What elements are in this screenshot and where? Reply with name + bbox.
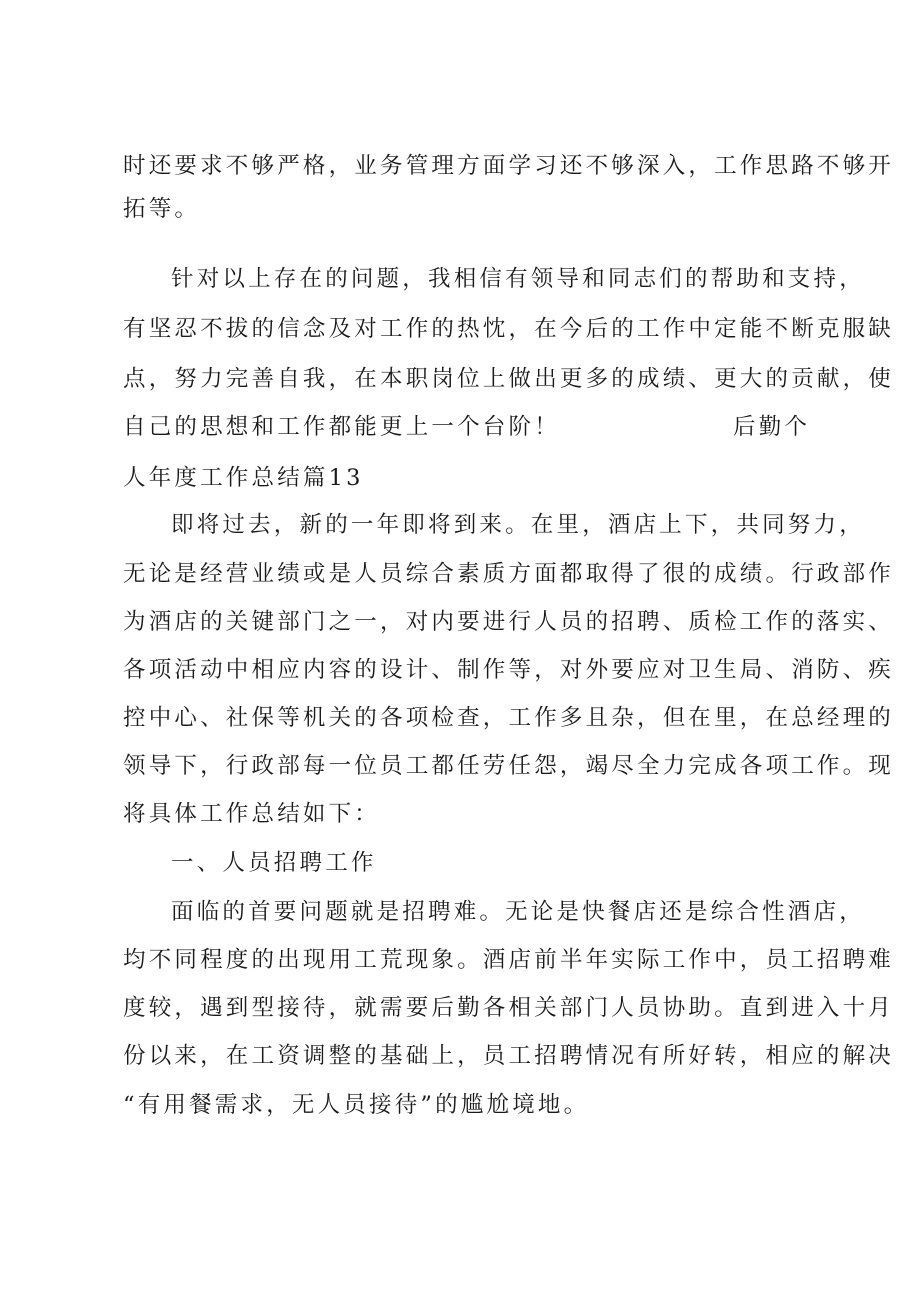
text-line: 将具体工作总结如下： xyxy=(123,801,381,827)
paragraph-first-line: 针对以上存在的问题，我相信有领导和同志们的帮助和支持， xyxy=(171,266,865,292)
text-line: 时还要求不够严格，业务管理方面学习还不够深入，工作思路不够开 xyxy=(123,153,895,179)
text-line: 拓等。 xyxy=(123,196,201,222)
paragraph-first-line: 面临的首要问题就是招聘难。无论是快餐店还是综合性酒店， xyxy=(171,899,865,925)
text-line: 均不同程度的出现用工荒现象。酒店前半年实际工作中，员工招聘难 xyxy=(123,947,895,973)
text-line: 点，努力完善自我，在本职岗位上做出更多的成绩、更大的贡献，使 xyxy=(123,366,895,392)
text-line: 份以来，在工资调整的基础上，员工招聘情况有所好转，相应的解决 xyxy=(123,1043,895,1069)
text-line: 为酒店的关键部门之一，对内要进行人员的招聘、质检工作的落实、 xyxy=(123,609,895,635)
text-line xyxy=(123,410,811,444)
text-line: 领导下，行政部每一位员工都任劳任怨，竭尽全力完成各项工作。现 xyxy=(123,753,895,779)
text-line: 有坚忍不拔的信念及对工作的热忱，在今后的工作中定能不断克服缺 xyxy=(123,316,895,342)
text-line: 度较，遇到型接待，就需要后勤各相关部门人员协助。直到进入十月 xyxy=(123,995,895,1021)
text-line-content: 自己的思想和工作都能更上一个台阶！ xyxy=(123,414,560,440)
section-heading-start: 后勤个 xyxy=(733,414,811,440)
text-line: 各项活动中相应内容的设计、制作等，对外要应对卫生局、消防、疾 xyxy=(123,657,895,683)
paragraph-first-line: 即将过去，新的一年即将到来。在里，酒店上下，共同努力， xyxy=(171,512,865,538)
section-heading: 人年度工作总结篇13 xyxy=(123,465,364,491)
text-line: “有用餐需求，无人员接待”的尴尬境地。 xyxy=(123,1092,590,1118)
subheading: 一、人员招聘工作 xyxy=(171,850,377,876)
text-line: 无论是经营业绩或是人员综合素质方面都取得了很的成绩。行政部作 xyxy=(123,561,895,587)
text-line: 控中心、社保等机关的各项检查，工作多且杂，但在里，在总经理的 xyxy=(123,705,895,731)
